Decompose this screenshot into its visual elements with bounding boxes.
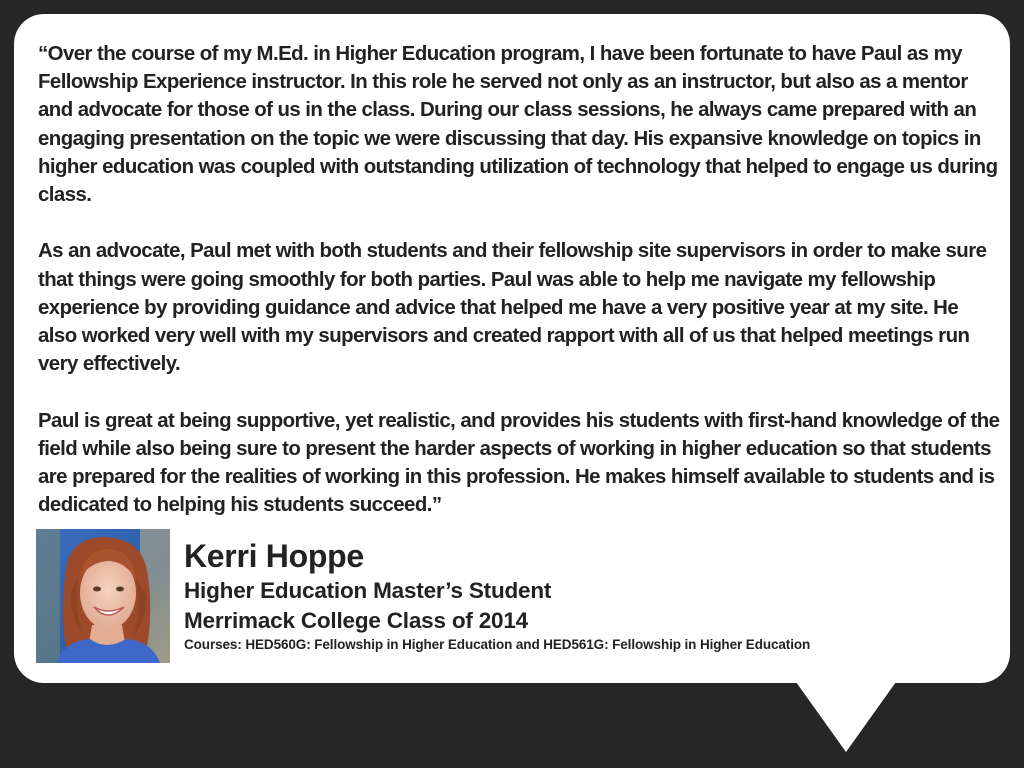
author-photo bbox=[36, 529, 170, 663]
author-portrait-image bbox=[36, 529, 170, 663]
quote-paragraph-3: Paul is great at being supportive, yet realistic, and provides his students with first-hand knowledge of the field while also being sure to present the harder aspects of working in higher education so that students are prepared for the realities of working in this profession. He makes himself available to students and is dedicated to helping his students succeed.” bbox=[38, 409, 1000, 517]
quote-paragraph-1: “Over the course of my M.Ed. in Higher Education program, I have been fortunate to have Paul as my Fellowship Experience instructor. In this role he served not only as an instructor, but also as a mentor and advocate for those of us in the class. During our class sessions, he always came prepared with an engaging presentation on the topic we were discussing that day. His expansive knowledge on topics in higher education was coupled with outstanding utilization of technology that helped to engage us during class. bbox=[38, 43, 998, 207]
author-courses: Courses: HED560G: Fellowship in Higher Education and HED561G: Fellowship in Higher Education bbox=[184, 637, 811, 652]
author-name: Kerri Hoppe bbox=[184, 538, 364, 574]
speech-bubble-tail bbox=[796, 682, 896, 752]
speech-bubble bbox=[14, 14, 1010, 683]
author-school: Merrimack College Class of 2014 bbox=[184, 608, 528, 633]
author-role: Higher Education Master’s Student bbox=[184, 578, 552, 603]
author-block bbox=[184, 536, 1004, 654]
testimonial-quote bbox=[38, 40, 1000, 519]
quote-paragraph-2: As an advocate, Paul met with both students and their fellowship site supervisors in order to make sure that things were going smoothly for both parties. Paul was able to help me navigate my fellowship experience by providing guidance and advice that helped me have a very positive year at my site. He also worked very well with my supervisors and created rapport with all of us that helped meetings run very effectively. bbox=[38, 240, 987, 376]
